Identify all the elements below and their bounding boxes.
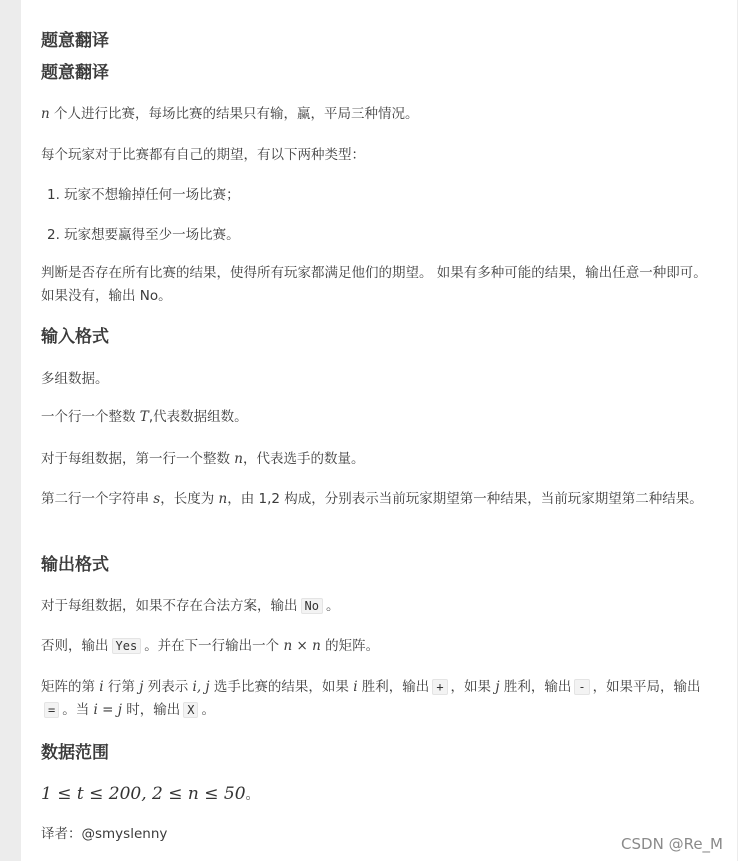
var-i: i <box>353 679 358 695</box>
var-n: n <box>234 451 243 467</box>
heading-output-format: 输出格式 <box>41 555 109 575</box>
text: 第二行一个字符串 <box>41 491 154 507</box>
expr-i-eq-j: i = j <box>93 702 122 718</box>
text: ,代表数据组数。 <box>148 409 248 425</box>
code-equals: = <box>44 702 59 718</box>
input-paragraph-4 <box>41 488 721 511</box>
text: 。 <box>201 702 215 718</box>
text: 。 <box>245 787 260 803</box>
var-j: j <box>139 679 144 695</box>
text: 对于每组数据，如果不存在合法方案，输出 <box>41 598 298 614</box>
var-j: j <box>495 679 500 695</box>
output-paragraph-2 <box>41 635 721 658</box>
text: ，由 1,2 构成，分别表示当前玩家期望第一种结果，当前玩家期望第二种结果。 <box>227 491 703 507</box>
var-i-j: i, j <box>192 679 210 695</box>
text: ，如果平局，输出 <box>592 679 701 695</box>
input-paragraph-3 <box>41 448 721 471</box>
data-range-formula <box>41 782 260 807</box>
code-minus: - <box>574 679 589 695</box>
statement-paragraph-1 <box>41 103 721 126</box>
input-paragraph-2 <box>41 406 721 429</box>
list-item-2: 2. 玩家想要赢得至少一场比赛。 <box>47 227 240 243</box>
input-paragraph-1: 多组数据。 <box>41 371 109 387</box>
text: 列表示 <box>143 679 193 695</box>
csdn-watermark: CSDN @Re_M <box>621 835 723 853</box>
var-n: n <box>283 638 293 654</box>
heading-title-2: 题意翻译 <box>41 63 109 83</box>
text: 。并在下一行输出一个 <box>144 638 284 654</box>
heading-data-range: 数据范围 <box>41 743 109 763</box>
output-paragraph-1 <box>41 595 721 618</box>
text: 矩阵的第 <box>41 679 100 695</box>
range-formula: 1 ≤ t ≤ 200, 2 ≤ n ≤ 50 <box>41 784 246 804</box>
heading-title-1: 题意翻译 <box>41 31 109 51</box>
text: 对于每组数据，第一行一个整数 <box>41 451 235 467</box>
statement-paragraph-3: 判断是否存在所有比赛的结果，使得所有玩家都满足他们的期望。 如果有多种可能的结果，输出任意一种即可。 如果没有，输出 No。 <box>41 265 707 304</box>
code-plus: + <box>432 679 447 695</box>
text: 。当 <box>62 702 94 718</box>
text: 否则，输出 <box>41 638 109 654</box>
output-paragraph-3 <box>41 676 721 722</box>
var-s: s <box>153 491 161 507</box>
code-no: No <box>301 598 323 614</box>
var-n: n <box>312 638 321 654</box>
text: 行第 <box>103 679 140 695</box>
text: 胜利，输出 <box>357 679 430 695</box>
statement-paragraph-2: 每个玩家对于比赛都有自己的期望，有以下两种类型： <box>41 147 365 163</box>
text: 的矩阵。 <box>320 638 380 654</box>
content-panel <box>21 0 737 861</box>
text: 胜利，输出 <box>499 679 572 695</box>
text: 选手比赛的结果，如果 <box>209 679 354 695</box>
heading-input-format: 输入格式 <box>41 327 109 347</box>
text: ，如果 <box>450 679 496 695</box>
text: ，长度为 <box>160 491 219 507</box>
times-sign: × <box>292 638 313 654</box>
translator-credit: 译者：@smyslenny <box>41 826 168 842</box>
text: 。 <box>325 598 340 614</box>
list-item-1: 1. 玩家不想输掉任何一场比赛； <box>47 187 240 203</box>
statement-text: 个人进行比赛，每场比赛的结果只有输，赢，平局三种情况。 <box>49 106 419 122</box>
text: ，代表选手的数量。 <box>243 451 365 467</box>
var-n: n <box>41 106 50 122</box>
text: 一个行一个整数 <box>41 409 140 425</box>
var-n: n <box>218 491 228 507</box>
code-x: X <box>183 702 198 718</box>
text: 时，输出 <box>121 702 181 718</box>
var-i: i <box>99 679 104 695</box>
code-yes: Yes <box>112 638 142 654</box>
var-T: T <box>139 409 149 425</box>
